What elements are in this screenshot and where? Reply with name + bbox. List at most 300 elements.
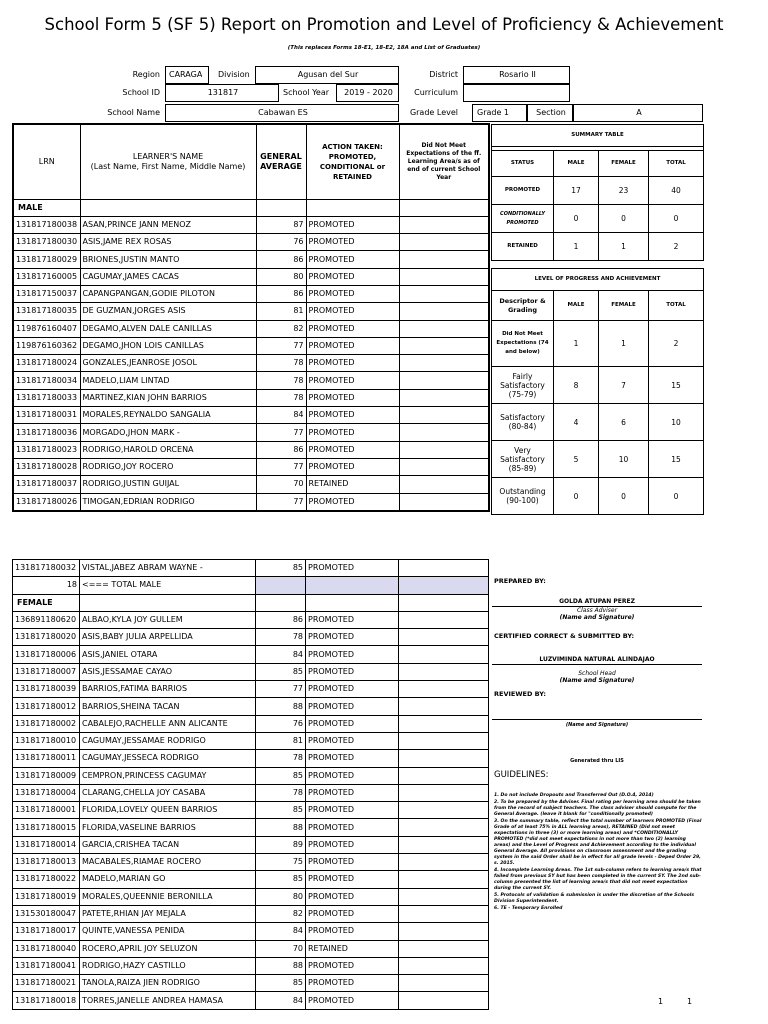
- learner-lrn: 131817180034: [13, 372, 80, 389]
- learner-average: 85: [256, 767, 306, 784]
- learner-row: [13, 957, 489, 974]
- learner-action: PROMOTED: [306, 819, 399, 836]
- learner-row: [13, 663, 489, 680]
- learner-average: 86: [256, 285, 306, 302]
- learner-average: 76: [256, 234, 306, 251]
- learner-action: PROMOTED: [306, 975, 399, 992]
- learner-row: [13, 629, 489, 646]
- learner-dnme: [399, 784, 489, 801]
- learner-action: PROMOTED: [306, 836, 399, 853]
- learner-action: PROMOTED: [306, 458, 399, 475]
- guideline-item: 4. Incomplete Learning Areas. The 1st sub-column refers to learning area/s that failed from previous SY but has been completed in the current SY. The 2nd sub-column presented the list of learning area/s that did not meet expectation during the current SY.: [494, 868, 702, 891]
- page-number-right: 1: [687, 997, 693, 1006]
- learner-lrn: 131817180035: [13, 303, 80, 320]
- progress-descriptor: Satisfactory (80-84): [492, 404, 554, 441]
- learner-average: 82: [256, 905, 306, 922]
- summary-value: 1: [554, 233, 599, 261]
- learner-dnme: [399, 268, 489, 285]
- learner-row: [13, 285, 489, 302]
- learner-row: [13, 819, 489, 836]
- school-head-role: School Head: [578, 670, 616, 677]
- learner-name: ASAN,PRINCE JANN MENOZ: [80, 216, 256, 233]
- learner-dnme: [399, 389, 489, 406]
- learner-average: 87: [256, 216, 306, 233]
- progress-row: [492, 367, 704, 404]
- learner-row: [13, 698, 489, 715]
- learner-name: ASIS,BABY JULIA ARPELLIDA: [80, 629, 256, 646]
- guideline-item: 5. Protocols of validation & submission is under the discretion of the Schools Division Superintendent.: [494, 893, 695, 904]
- summary-status: CONDITIONALLY PROMOTED: [492, 205, 554, 233]
- learner-lrn: 131817180020: [13, 629, 80, 646]
- grade-level-label: Grade Level: [409, 108, 458, 117]
- learner-row: [13, 715, 489, 732]
- learner-dnme: [399, 681, 489, 698]
- learner-dnme: [399, 819, 489, 836]
- learner-dnme: [399, 871, 489, 888]
- learner-dnme: [399, 750, 489, 767]
- learner-average: 70: [256, 476, 306, 493]
- summary-title: SUMMARY TABLE: [492, 125, 704, 147]
- page-subtitle: (This replaces Forms 18-E1, 18-E2, 18A and List of Graduates): [287, 45, 481, 51]
- learner-row: [13, 355, 489, 372]
- learner-dnme: [399, 854, 489, 871]
- progress-descriptor: Very Satisfactory (85-89): [492, 441, 554, 478]
- learner-name: ALBAO,KYLA JOY GULLEM: [80, 611, 256, 628]
- certified-label: CERTIFIED CORRECT & SUBMITTED BY:: [494, 632, 635, 640]
- reviewed-by-label: REVIEWED BY:: [494, 690, 546, 698]
- female-section-label: FEMALE: [13, 594, 80, 611]
- learner-lrn: 131817160005: [13, 268, 80, 285]
- learner-average: 84: [256, 407, 306, 424]
- grade-level-value: Grade 1: [477, 108, 510, 117]
- learner-action: PROMOTED: [306, 767, 399, 784]
- learner-average: 78: [256, 389, 306, 406]
- learner-lrn: 119876160362: [13, 337, 80, 354]
- learner-name: CAGUMAY,JAMES CACAS: [80, 268, 256, 285]
- learner-average: 84: [256, 923, 306, 940]
- learner-average: 80: [256, 268, 306, 285]
- learner-lrn: 119876160407: [13, 320, 80, 337]
- section-label-box: [527, 104, 573, 122]
- learner-action: PROMOTED: [306, 992, 399, 1009]
- learner-average: 78: [256, 372, 306, 389]
- learner-name: DEGAMO,JHON LOIS CANILLAS: [80, 337, 256, 354]
- learner-lrn: 131817180012: [13, 698, 80, 715]
- learner-action: PROMOTED: [306, 407, 399, 424]
- learner-average: 85: [256, 871, 306, 888]
- learner-dnme: [399, 802, 489, 819]
- progress-value: 10: [649, 404, 704, 441]
- learner-action: PROMOTED: [306, 629, 399, 646]
- learner-name: CAGUMAY,JESSECA RODRIGO: [80, 750, 256, 767]
- summary-header-female: FEMALE: [599, 151, 649, 177]
- total-male-shade: [399, 577, 489, 594]
- learner-lrn: 131817180007: [13, 663, 80, 680]
- progress-header-descriptor: Descriptor & Grading: [492, 291, 554, 321]
- learner-action: PROMOTED: [306, 251, 399, 268]
- progress-row: [492, 321, 704, 367]
- learner-row: [13, 389, 489, 406]
- learner-row: [13, 646, 489, 663]
- learner-dnme: [399, 836, 489, 853]
- learner-dnme: [399, 732, 489, 749]
- learner-name: RODRIGO,HAROLD ORCENA: [80, 441, 256, 458]
- col-did-not-meet: Did Not Meet Expectations of the ff. Learning Area/s as of end of current School Year: [399, 124, 489, 199]
- learner-average: 78: [256, 629, 306, 646]
- learner-lrn: 131817180022: [13, 871, 80, 888]
- learner-row: [13, 767, 489, 784]
- learner-dnme: [399, 407, 489, 424]
- learner-average: 88: [256, 957, 306, 974]
- learner-row: [13, 992, 489, 1009]
- learner-action: PROMOTED: [306, 905, 399, 922]
- col-learner-name: LEARNER'S NAME (Last Name, First Name, Middle Name): [80, 124, 256, 199]
- school-id-value: 131817: [207, 88, 239, 97]
- summary-header-status: STATUS: [492, 151, 554, 177]
- learner-action: PROMOTED: [306, 389, 399, 406]
- learner-row: [13, 975, 489, 992]
- progress-descriptor: Did Not Meet Expectations (74 and below): [492, 321, 554, 367]
- learner-lrn: 131817180031: [13, 407, 80, 424]
- summary-value: 0: [599, 205, 649, 233]
- learner-average: 81: [256, 303, 306, 320]
- learner-average: 70: [256, 940, 306, 957]
- learner-dnme: [399, 663, 489, 680]
- learner-dnme: [399, 372, 489, 389]
- learner-action: PROMOTED: [306, 216, 399, 233]
- learner-name: MADELO,MARIAN GO: [80, 871, 256, 888]
- guidelines-title: GUIDELINES:: [494, 770, 549, 780]
- generated-note: Generated thru LIS: [570, 758, 624, 764]
- learner-lrn: 131817180009: [13, 767, 80, 784]
- learner-dnme: [399, 975, 489, 992]
- learner-action: PROMOTED: [306, 698, 399, 715]
- learner-name: MADELO,LIAM LINTAD: [80, 372, 256, 389]
- learner-action: PROMOTED: [306, 750, 399, 767]
- learner-row: [13, 337, 489, 354]
- learner-row: [13, 424, 489, 441]
- learner-lrn: 131530180047: [13, 905, 80, 922]
- learner-action: PROMOTED: [306, 854, 399, 871]
- head-signature-line: [492, 664, 702, 665]
- learner-average: 85: [256, 560, 306, 577]
- learner-name: CAPANGPANGAN,GODIE PILOTON: [80, 285, 256, 302]
- summary-value: 1: [599, 233, 649, 261]
- learner-lrn: 131817180028: [13, 458, 80, 475]
- district-field: [463, 66, 570, 84]
- learner-row: [13, 732, 489, 749]
- learner-row: [13, 905, 489, 922]
- learner-average: 76: [256, 715, 306, 732]
- learner-name: TIMOGAN,EDRIAN RODRIGO: [80, 493, 256, 511]
- learner-action: PROMOTED: [306, 715, 399, 732]
- learner-dnme: [399, 285, 489, 302]
- learner-action: PROMOTED: [306, 285, 399, 302]
- progress-row: [492, 404, 704, 441]
- progress-value: 8: [554, 367, 599, 404]
- learner-row: [13, 234, 489, 251]
- learner-name: VISTAL,JABEZ ABRAM WAYNE -: [80, 560, 256, 577]
- learner-action: PROMOTED: [306, 424, 399, 441]
- learner-lrn: 131817180029: [13, 251, 80, 268]
- learner-action: PROMOTED: [306, 681, 399, 698]
- school-year-label: School Year: [283, 88, 330, 97]
- progress-header-male: MALE: [554, 291, 599, 321]
- learner-dnme: [399, 957, 489, 974]
- learner-name: ASIS,JANIEL OTARA: [80, 646, 256, 663]
- guideline-item: 3. On the summary table, reflect the total number of learners PROMOTED (Final Grade of at least 75% in ALL learning areas), RETAINED (Did not meet expectations in three (3) or more learning areas) and *CONDITIONALLY PROMOTED (*did not meet expectations in not more than two (2) learning areas) and the Level of Progress and Achievement according to the individual General Average. All provisions on classroom assessment and the grading system in the said Order shall be in effect for all grade levels - Deped Order 29, s. 2015.: [494, 819, 702, 866]
- learner-dnme: [399, 611, 489, 628]
- learner-dnme: [399, 303, 489, 320]
- learner-name: TANOLA,RAIZA JIEN RODRIGO: [80, 975, 256, 992]
- section-value: A: [636, 108, 642, 117]
- learner-average: 85: [256, 802, 306, 819]
- learner-name: ROCERO,APRIL JOY SELUZON: [80, 940, 256, 957]
- learner-row: [13, 493, 489, 511]
- learner-row: [13, 784, 489, 801]
- learner-lrn: 131817180037: [13, 476, 80, 493]
- learner-row: [13, 303, 489, 320]
- learner-row: [13, 476, 489, 493]
- reviewer-sub: (Name and Signature): [565, 722, 629, 728]
- learner-action: PROMOTED: [306, 923, 399, 940]
- school-id-label: School ID: [122, 88, 160, 97]
- school-name-value: Cabawan ES: [258, 108, 308, 117]
- learner-dnme: [399, 767, 489, 784]
- learner-lrn: 131817180013: [13, 854, 80, 871]
- summary-value: 2: [649, 233, 704, 261]
- learner-name: RODRIGO,JOY ROCERO: [80, 458, 256, 475]
- learner-dnme: [399, 251, 489, 268]
- prepared-by-label: PREPARED BY:: [494, 577, 546, 585]
- learner-name: BRIONES,JUSTIN MANTO: [80, 251, 256, 268]
- adviser-name: GOLDA ATUPAN PEREZ: [559, 598, 635, 605]
- progress-value: 5: [554, 441, 599, 478]
- school-head-sub: (Name and Signature): [559, 677, 635, 684]
- progress-value: 0: [649, 478, 704, 515]
- learner-lrn: 131817180004: [13, 784, 80, 801]
- learner-average: 77: [256, 493, 306, 511]
- learner-dnme: [399, 646, 489, 663]
- summary-table: [491, 124, 704, 515]
- learner-average: 77: [256, 681, 306, 698]
- learner-lrn: 131817180021: [13, 975, 80, 992]
- learner-dnme: [399, 355, 489, 372]
- district-label: District: [429, 70, 458, 79]
- male-learners-table: [12, 123, 490, 512]
- section-label: Section: [536, 108, 566, 117]
- learner-lrn: 131817180033: [13, 389, 80, 406]
- learner-name: DEGAMO,ALVEN DALE CANILLAS: [80, 320, 256, 337]
- grade-level-field: [472, 104, 527, 122]
- progress-header-female: FEMALE: [599, 291, 649, 321]
- learner-average: 84: [256, 992, 306, 1009]
- progress-value: 2: [649, 321, 704, 367]
- learner-name: ASIS,JAME REX ROSAS: [80, 234, 256, 251]
- progress-value: 6: [599, 404, 649, 441]
- learner-dnme: [399, 234, 489, 251]
- learner-row: [13, 458, 489, 475]
- progress-descriptor: Outstanding (90-100): [492, 478, 554, 515]
- section-field: [573, 104, 703, 122]
- learner-row: [13, 320, 489, 337]
- learner-action: PROMOTED: [306, 611, 399, 628]
- guideline-item: 1. Do not include Dropouts and Transferred Out (D.O.4, 2014): [494, 793, 654, 798]
- guideline-item: 6. TE - Temporary Enrolled: [494, 906, 563, 911]
- region-value: CARAGA: [169, 70, 203, 79]
- progress-row: [492, 478, 704, 515]
- summary-row: [492, 177, 704, 205]
- learner-action: PROMOTED: [306, 646, 399, 663]
- learner-name: CEMPRON,PRINCESS CAGUMAY: [80, 767, 256, 784]
- region-label: Region: [132, 70, 160, 79]
- learner-action: PROMOTED: [306, 493, 399, 511]
- learner-lrn: 131817180011: [13, 750, 80, 767]
- learner-lrn: 131817180002: [13, 715, 80, 732]
- learner-row: [13, 871, 489, 888]
- learner-average: 89: [256, 836, 306, 853]
- learner-row: [13, 251, 489, 268]
- region-field: [165, 66, 209, 84]
- learner-dnme: [399, 337, 489, 354]
- learner-average: 86: [256, 441, 306, 458]
- learner-row: [13, 268, 489, 285]
- summary-row: [492, 233, 704, 261]
- progress-value: 0: [599, 478, 649, 515]
- total-male-shade: [306, 577, 399, 594]
- total-male-label: <=== TOTAL MALE: [80, 577, 256, 594]
- learner-row: [13, 888, 489, 905]
- learner-average: 81: [256, 732, 306, 749]
- learner-row: [13, 750, 489, 767]
- learner-name: QUINTE,VANESSA PENIDA: [80, 923, 256, 940]
- district-value: Rosario II: [499, 70, 536, 79]
- learner-average: 86: [256, 611, 306, 628]
- learner-row: [13, 216, 489, 233]
- school-name-field: [165, 104, 399, 122]
- learner-dnme: [399, 493, 489, 511]
- progress-value: 7: [599, 367, 649, 404]
- progress-value: 4: [554, 404, 599, 441]
- learner-name: MACABALES,RIAMAE ROCERO: [80, 854, 256, 871]
- learner-average: 77: [256, 424, 306, 441]
- school-head-name: LUZVIMINDA NATURAL ALINDAJAO: [539, 656, 655, 663]
- division-field: [255, 66, 399, 84]
- learner-name: ASIS,JESSAMAE CAYAO: [80, 663, 256, 680]
- learner-dnme: [399, 560, 489, 577]
- learner-dnme: [399, 424, 489, 441]
- learner-lrn: 131817180018: [13, 992, 80, 1009]
- division-value: Agusan del Sur: [297, 70, 359, 79]
- learner-action: PROMOTED: [306, 888, 399, 905]
- learner-lrn: 131817180039: [13, 681, 80, 698]
- learner-dnme: [399, 992, 489, 1009]
- learner-dnme: [399, 441, 489, 458]
- learner-row: [13, 836, 489, 853]
- learner-action: PROMOTED: [306, 957, 399, 974]
- learner-average: 86: [256, 251, 306, 268]
- learner-dnme: [399, 905, 489, 922]
- learner-average: 85: [256, 975, 306, 992]
- learner-lrn: 131817180001: [13, 802, 80, 819]
- summary-value: 0: [649, 205, 704, 233]
- learner-lrn: 131817180019: [13, 888, 80, 905]
- learner-lrn: 131817180014: [13, 836, 80, 853]
- learner-name: TORRES,JANELLE ANDREA HAMASA: [80, 992, 256, 1009]
- learner-dnme: [399, 715, 489, 732]
- learner-lrn: 131817180030: [13, 234, 80, 251]
- learner-row: [13, 611, 489, 628]
- learner-name: MARTINEZ,KIAN JOHN BARRIOS: [80, 389, 256, 406]
- learner-lrn: 131817180041: [13, 957, 80, 974]
- learner-average: 78: [256, 750, 306, 767]
- progress-value: 15: [649, 441, 704, 478]
- curriculum-label: Curriculum: [414, 88, 458, 97]
- division-label: Division: [218, 70, 250, 79]
- progress-value: 10: [599, 441, 649, 478]
- learner-average: 82: [256, 320, 306, 337]
- summary-value: 40: [649, 177, 704, 205]
- learner-name: RODRIGO,JUSTIN GUIJAL: [80, 476, 256, 493]
- learner-lrn: 131817180023: [13, 441, 80, 458]
- learner-average: 75: [256, 854, 306, 871]
- learner-dnme: [399, 698, 489, 715]
- learner-name: BARRIOS,SHEINA TACAN: [80, 698, 256, 715]
- learner-action: PROMOTED: [306, 441, 399, 458]
- page-number-left: 1: [658, 997, 664, 1006]
- learner-dnme: [399, 458, 489, 475]
- learner-dnme: [399, 320, 489, 337]
- learner-name: MORGADO,JHON MARK -: [80, 424, 256, 441]
- learner-lrn: 131817180024: [13, 355, 80, 372]
- learner-dnme: [399, 888, 489, 905]
- learner-lrn: 131817180040: [13, 940, 80, 957]
- col-action-taken: ACTION TAKEN: PROMOTED, CONDITIONAL or RETAINED: [306, 124, 399, 199]
- learner-average: 78: [256, 355, 306, 372]
- learner-action: PROMOTED: [306, 372, 399, 389]
- summary-row: [492, 205, 704, 233]
- learner-dnme: [399, 216, 489, 233]
- summary-status: PROMOTED: [492, 177, 554, 205]
- summary-header-total: TOTAL: [649, 151, 704, 177]
- learner-action: PROMOTED: [306, 802, 399, 819]
- learner-row: [13, 407, 489, 424]
- learner-action: PROMOTED: [306, 268, 399, 285]
- learner-name: MORALES,QUEENNIE BERONILLA: [80, 888, 256, 905]
- learner-name: MORALES,REYNALDO SANGALIA: [80, 407, 256, 424]
- progress-value: 1: [554, 321, 599, 367]
- learner-dnme: [399, 940, 489, 957]
- summary-status: RETAINED: [492, 233, 554, 261]
- learner-action: PROMOTED: [306, 560, 399, 577]
- learner-name: FLORIDA,LOVELY QUEEN BARRIOS: [80, 802, 256, 819]
- progress-header-total: TOTAL: [649, 291, 704, 321]
- learner-lrn: 131817180036: [13, 424, 80, 441]
- learner-average: 77: [256, 458, 306, 475]
- progress-value: 0: [554, 478, 599, 515]
- learner-name: GONZALES,JEANROSE JOSOL: [80, 355, 256, 372]
- summary-value: 0: [554, 205, 599, 233]
- learner-action: PROMOTED: [306, 732, 399, 749]
- learner-dnme: [399, 476, 489, 493]
- learner-average: 77: [256, 337, 306, 354]
- reviewer-signature-line: [492, 719, 702, 720]
- total-male-shade: [256, 577, 306, 594]
- col-lrn: LRN: [13, 124, 80, 199]
- learner-lrn: 131817180010: [13, 732, 80, 749]
- learner-average: 88: [256, 819, 306, 836]
- learner-lrn: 131817180032: [13, 560, 80, 577]
